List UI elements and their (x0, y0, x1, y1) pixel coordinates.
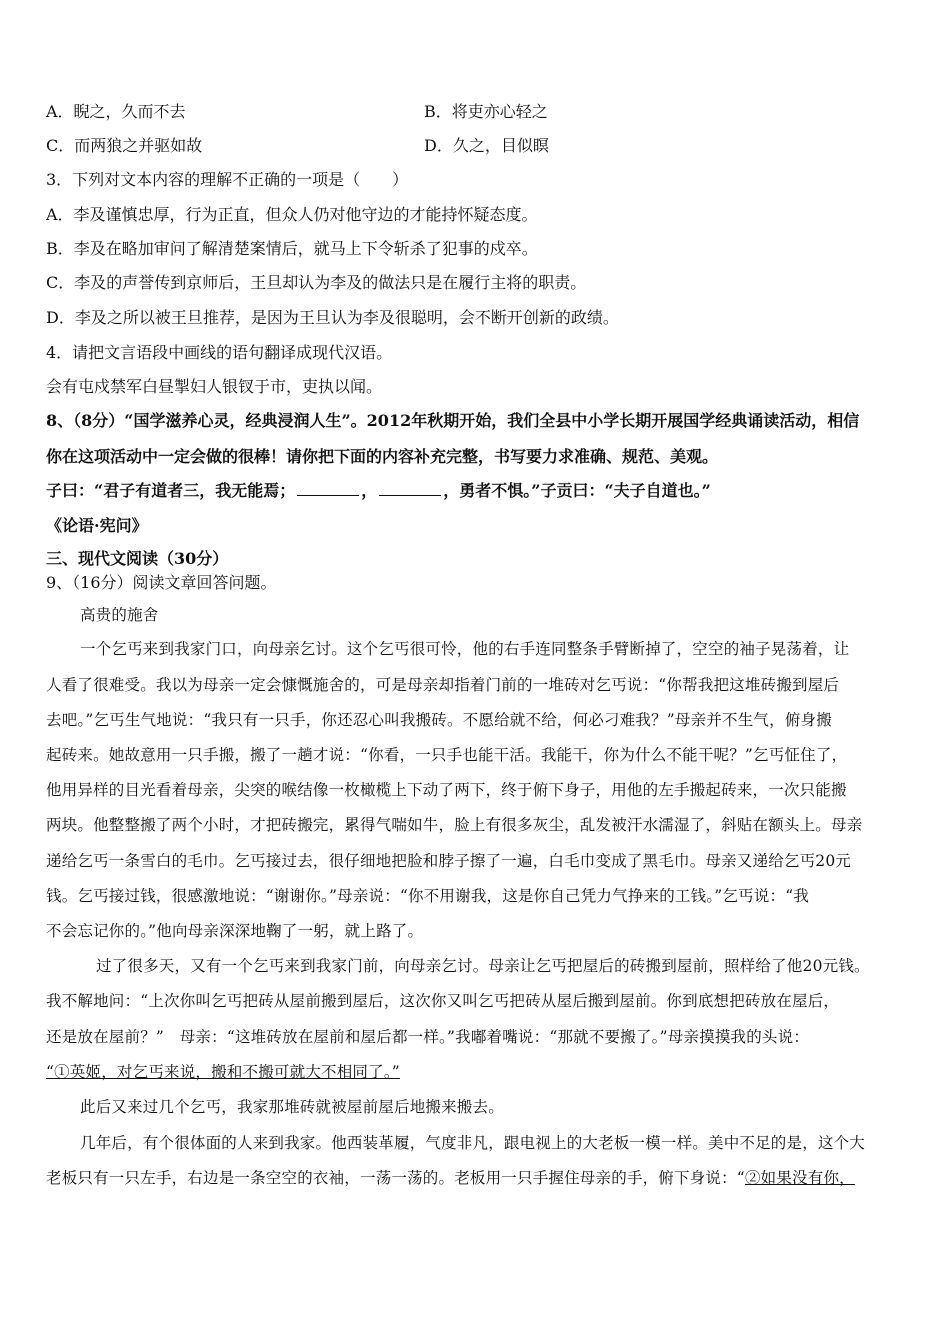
q2-option-c (46, 135, 549, 157)
section-3-heading: 三、现代文阅读（30分） (46, 549, 229, 568)
article-p4-line2-underlined: ②如果没有你， (744, 1169, 855, 1187)
q2-option-b-text: B．将吏亦心轻之 (424, 102, 548, 121)
q2-option-c-text: C．而两狼之并驱如故 (46, 136, 203, 155)
article-p1-line: 他用异样的目光看着母亲，尖突的喉结像一枚橄榄上下动了两下，终于俯下身子，用他的左手搬起砖来，一次只能搬 (46, 781, 847, 799)
q9-stem: 9、（16分）阅读文章回答问题。 (46, 573, 277, 592)
article-p2-line: 我不解地问：“上次你叫乞丐把砖从屋前搬到屋后，这次你又叫乞丐把砖从屋后搬到屋前。你到底想把砖放在屋后， (46, 992, 840, 1010)
answer-blank-1[interactable] (297, 481, 359, 496)
article-p2-line: 过了很多天，又有一个乞丐来到我家门前，向母亲乞讨。母亲让乞丐把屋后的砖搬到屋前，照样给了他20元钱。 (96, 957, 870, 975)
article-p1-line: 钱。乞丐接过钱，很感激地说：“谢谢你。”母亲说：“你不用谢我，这是你自己凭力气挣来的工钱。”乞丐说：“我 (46, 887, 810, 905)
article-p2-line: 还是放在屋前？” 母亲：“这堆砖放在屋前和屋后都一样。”我嘟着嘴说：“那就不要搬了。”母亲摸摸我的头说： (46, 1028, 810, 1046)
q3-stem: 3．下列对文本内容的理解不正确的一项是（ ） (46, 170, 409, 189)
article-p1-line: 起砖来。她故意用一只手搬，搬了一趟才说：“你看，一只手也能干活。我能干，你为什么不能干呢？”乞丐怔住了， (46, 746, 848, 764)
q4-stem: 4．请把文言语段中画线的语句翻译成现代汉语。 (46, 343, 393, 362)
article-p4-line2-pre: 老板只有一只左手，右边是一条空空的衣袖，一荡一荡的。老板用一只手握住母亲的手，俯下身说：“ (46, 1169, 745, 1187)
article-p1-line: 去吧。”乞丐生气地说：“我只有一只手，你还忍心叫我搬砖。不愿给就不给，何必刁难我？”母亲并不生气，俯身搬 (46, 711, 832, 729)
q2-option-a-text: A．睨之，久而不去 (46, 102, 186, 121)
article-p2-underlined-quote: “①英姬，对乞丐来说，搬和不搬可就大不相同了。” (46, 1063, 400, 1081)
q8-line3-post: ，勇者不惧。”子贡曰：“夫子自道也。” (443, 481, 711, 500)
article-p3: 此后又来过几个乞丐，我家那堆砖就被屋前屋后地搬来搬去。 (80, 1098, 504, 1116)
answer-blank-2[interactable] (379, 481, 441, 496)
q8-source: 《论语·宪问》 (46, 516, 148, 535)
article-title: 高贵的施舍 (80, 606, 159, 624)
article-p1-line: 不会忘记你的。”他向母亲深深地鞠了一躬，就上路了。 (46, 922, 424, 940)
article-p1-line: 两块。他整整搬了两个小时，才把砖搬完，累得气喘如牛，脸上有很多灰尘，乱发被汗水濡湿了，斜贴在额头上。母亲 (46, 816, 863, 834)
q8-line2: 你在这项活动中一定会做的很棒！请你把下面的内容补充完整，书写要力求准确、规范、美观。 (46, 447, 719, 466)
q2-option-d-text: D．久之，目似瞑 (424, 136, 549, 155)
q4-sentence: 会有屯戍禁军白昼掣妇人银钗于市，吏执以闻。 (46, 377, 383, 396)
q3-option-b: B．李及在略加审问了解清楚案情后，就马上下令斩杀了犯事的戍卒。 (46, 239, 538, 258)
article-p4-line2 (46, 1167, 855, 1189)
q8-line1: 8、（8分）“国学滋养心灵，经典浸润人生”。2012年秋期开始，我们全县中小学长期开展国学经典诵读活动，相信 (46, 411, 860, 430)
q3-option-c: C．李及的声誉传到京师后，王旦却认为李及的做法只是在履行主将的职责。 (46, 273, 587, 292)
article-p4-line1: 几年后，有个很体面的人来到我家。他西装革履，气度非凡，跟电视上的大老板一模一样。美中不足的是，这个大 (80, 1134, 866, 1152)
article-p1-line: 人看了很难受。我以为母亲一定会慷慨施舍的，可是母亲却指着门前的一堆砖对乞丐说：“你帮我把这堆砖搬到屋后 (46, 676, 840, 694)
article-p1-line: 递给乞丐一条雪白的毛巾。乞丐接过去，很仔细地把脸和脖子擦了一遍，白毛巾变成了黑毛巾。母亲又递给乞丐20元 (46, 852, 852, 870)
article-p1-line: 一个乞丐来到我家门口，向母亲乞讨。这个乞丐很可怜，他的右手连同整条手臂断掉了，空空的袖子晃荡着，让 (80, 640, 850, 658)
q8-line3 (46, 480, 711, 502)
q3-option-a: A．李及谨慎忠厚，行为正直，但众人仍对他守边的才能持怀疑态度。 (46, 205, 538, 224)
q2-option-a (46, 101, 548, 123)
q3-option-d: D．李及之所以被王旦推荐，是因为王旦认为李及很聪明，会不断开创新的政绩。 (46, 308, 619, 327)
q8-line3-mid: ， (361, 481, 378, 500)
q8-line3-pre: 子曰：“君子有道者三，我无能焉； (46, 481, 296, 500)
